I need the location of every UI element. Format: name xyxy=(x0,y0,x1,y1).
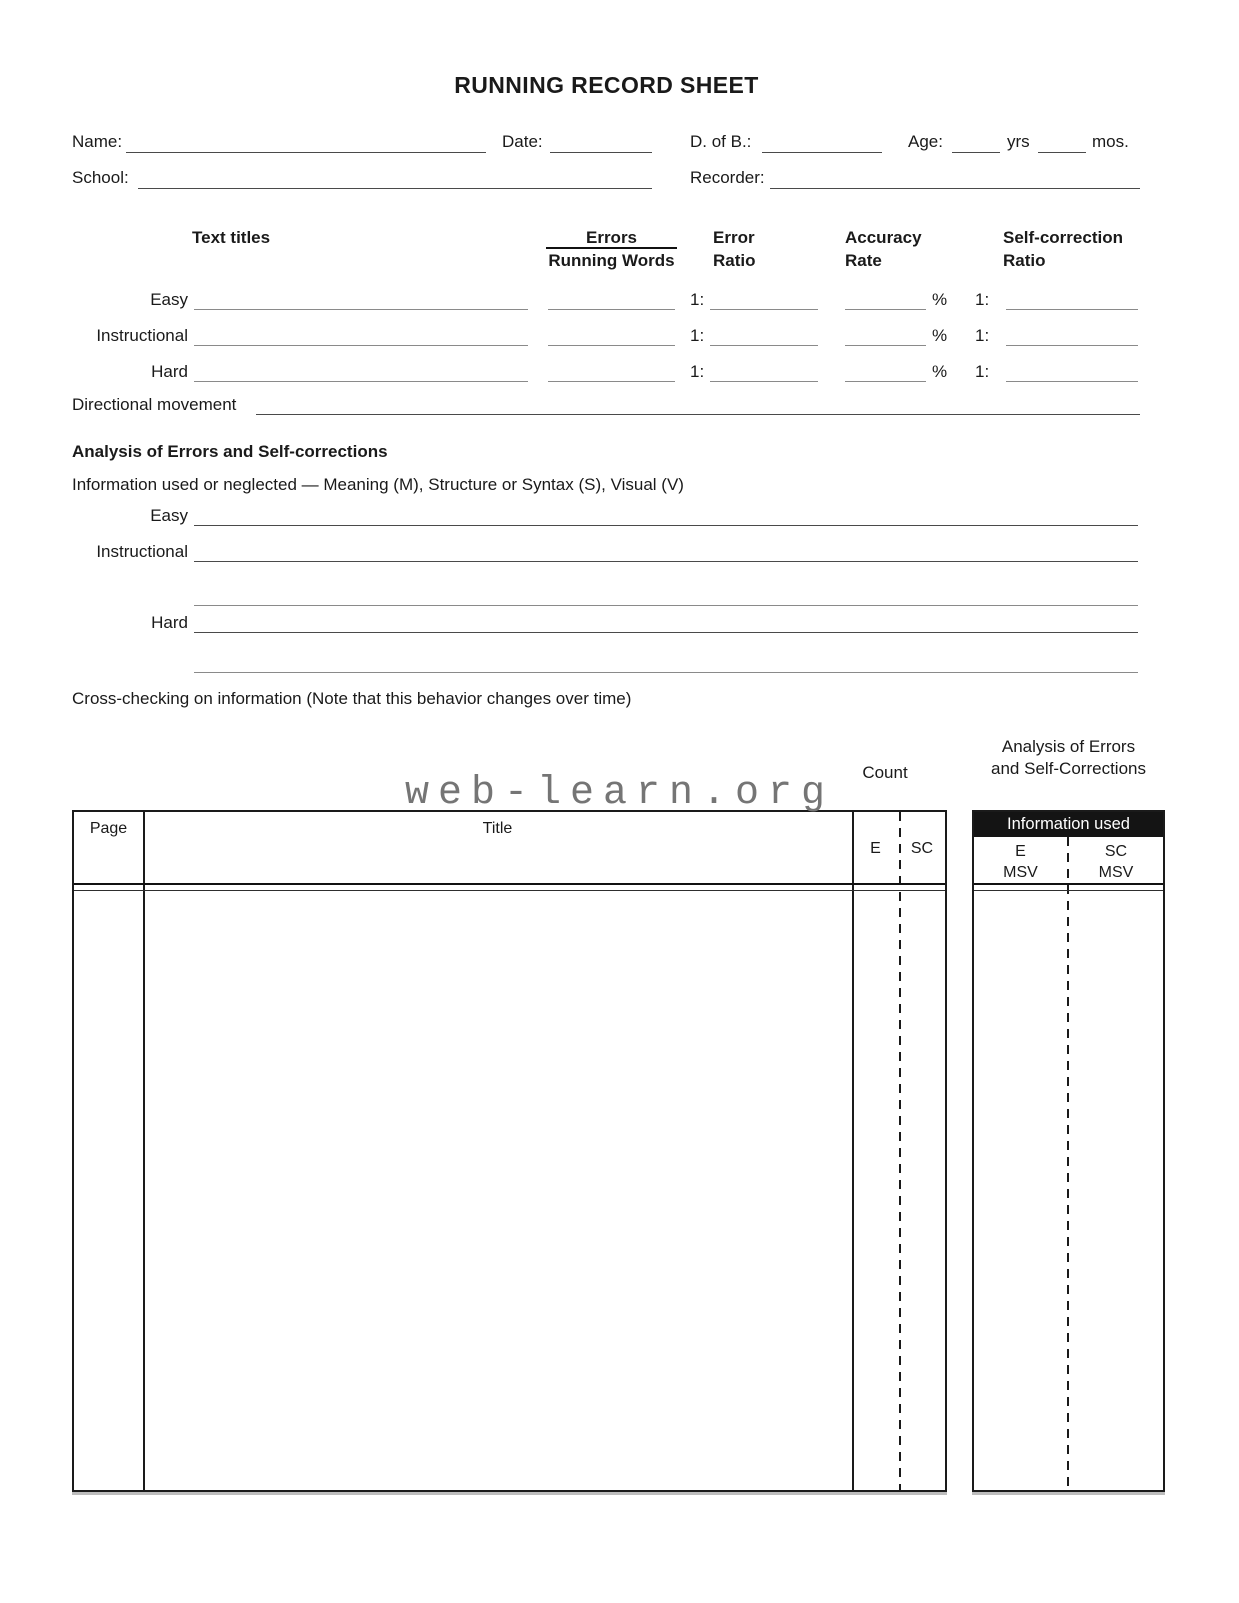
percent-sign: % xyxy=(932,326,948,345)
col-self-correction-2: Ratio xyxy=(1003,251,1046,270)
analysis-heading: Analysis of Errors and Self-corrections xyxy=(72,442,388,461)
header-separator-thick xyxy=(74,883,945,885)
directional-movement-line[interactable] xyxy=(256,414,1140,415)
e-msv-line1: E xyxy=(1015,843,1026,860)
easy-accuracy-line[interactable] xyxy=(845,309,926,310)
dob-field-line[interactable] xyxy=(762,152,882,153)
easy-row-label: Easy xyxy=(150,290,188,309)
analysis-hard-label: Hard xyxy=(151,613,188,632)
col-self-correction-1: Self-correction xyxy=(1003,228,1123,247)
date-label: Date: xyxy=(502,132,543,151)
analysis-instructional-line-1[interactable] xyxy=(194,561,1138,562)
directional-movement-label: Directional movement xyxy=(72,395,237,414)
msv-header-separator-thick xyxy=(974,883,1163,885)
percent-sign: % xyxy=(932,290,948,309)
col-error-ratio-2: Ratio xyxy=(713,251,756,270)
recorder-label: Recorder: xyxy=(690,168,765,187)
msv-table xyxy=(972,810,1165,1492)
hard-accuracy-line[interactable] xyxy=(845,381,926,382)
school-label: School: xyxy=(72,168,129,187)
dob-label: D. of B.: xyxy=(690,132,752,151)
age-label: Age: xyxy=(908,132,943,151)
col-errors-denominator: Running Words xyxy=(548,251,675,270)
ratio-prefix: 1: xyxy=(690,326,705,345)
col-accuracy-1: Accuracy xyxy=(845,228,922,247)
ratio-prefix: 1: xyxy=(690,290,705,309)
hard-selfcorrection-line[interactable] xyxy=(1006,381,1138,382)
e-msv-line2: MSV xyxy=(1003,864,1038,881)
age-mos-field-line[interactable] xyxy=(1038,152,1086,153)
instructional-accuracy-line[interactable] xyxy=(845,345,926,346)
instructional-errors-line[interactable] xyxy=(548,345,675,346)
errors-fraction-line xyxy=(546,247,677,249)
hard-title-line[interactable] xyxy=(194,381,528,382)
mos-label: mos. xyxy=(1092,132,1129,151)
recorder-field-line[interactable] xyxy=(770,188,1140,189)
instructional-error-ratio-line[interactable] xyxy=(710,345,818,346)
hard-row-label: Hard xyxy=(151,362,188,381)
analysis-instructional-label: Instructional xyxy=(96,542,188,561)
count-label: Count xyxy=(862,763,908,782)
date-field-line[interactable] xyxy=(550,152,652,153)
sc-msv-line1: SC xyxy=(1104,843,1128,860)
analysis-easy-label: Easy xyxy=(150,506,188,525)
record-table xyxy=(72,810,947,1492)
watermark: web-learn.org xyxy=(404,771,835,816)
col-text-titles: Text titles xyxy=(192,228,271,247)
header-separator-thin xyxy=(74,890,945,891)
name-field-line[interactable] xyxy=(126,152,486,153)
msv-table-body[interactable] xyxy=(974,892,1163,1490)
e-msv-column-header xyxy=(974,841,1067,883)
analysis-easy-line[interactable] xyxy=(194,525,1138,526)
analysis-hard-line-1[interactable] xyxy=(194,632,1138,633)
information-used-bar: Information used xyxy=(974,812,1163,837)
easy-errors-line[interactable] xyxy=(548,309,675,310)
msv-caption-line2: and Self-Corrections xyxy=(991,759,1146,778)
e-column-header: E xyxy=(870,840,881,857)
instructional-row-label: Instructional xyxy=(96,326,188,345)
record-table-body[interactable] xyxy=(74,892,945,1490)
cross-checking-label: Cross-checking on information (Note that this behavior changes over time) xyxy=(72,689,632,708)
sc-msv-line2: MSV xyxy=(1098,864,1134,881)
ratio-prefix: 1: xyxy=(975,362,990,381)
ratio-prefix: 1: xyxy=(975,326,990,345)
yrs-label: yrs xyxy=(1007,132,1030,151)
percent-sign: % xyxy=(932,362,948,381)
analysis-instructional-line-2[interactable] xyxy=(194,605,1138,606)
easy-error-ratio-line[interactable] xyxy=(710,309,818,310)
sc-column-header: SC xyxy=(910,840,934,857)
easy-title-line[interactable] xyxy=(194,309,528,310)
easy-selfcorrection-line[interactable] xyxy=(1006,309,1138,310)
msv-header-separator-thin xyxy=(974,890,1163,891)
ratio-prefix: 1: xyxy=(975,290,990,309)
col-error-ratio-1: Error xyxy=(713,228,755,247)
name-label: Name: xyxy=(72,132,123,151)
col-accuracy-2: Rate xyxy=(845,251,882,270)
analysis-hard-line-2[interactable] xyxy=(194,672,1138,673)
analysis-subheading: Information used or neglected — Meaning (M), Structure or Syntax (S), Visual (V) xyxy=(72,475,684,494)
school-field-line[interactable] xyxy=(138,188,652,189)
col-errors-numerator: Errors xyxy=(585,228,638,247)
page-column-header: Page xyxy=(89,820,128,837)
hard-error-ratio-line[interactable] xyxy=(710,381,818,382)
sc-msv-column-header xyxy=(1069,841,1163,883)
instructional-selfcorrection-line[interactable] xyxy=(1006,345,1138,346)
msv-caption-line1: Analysis of Errors xyxy=(1001,737,1136,756)
title-column-header: Title xyxy=(482,820,513,837)
ratio-prefix: 1: xyxy=(690,362,705,381)
instructional-title-line[interactable] xyxy=(194,345,528,346)
hard-errors-line[interactable] xyxy=(548,381,675,382)
page-title: RUNNING RECORD SHEET xyxy=(454,72,759,98)
age-yrs-field-line[interactable] xyxy=(952,152,1000,153)
